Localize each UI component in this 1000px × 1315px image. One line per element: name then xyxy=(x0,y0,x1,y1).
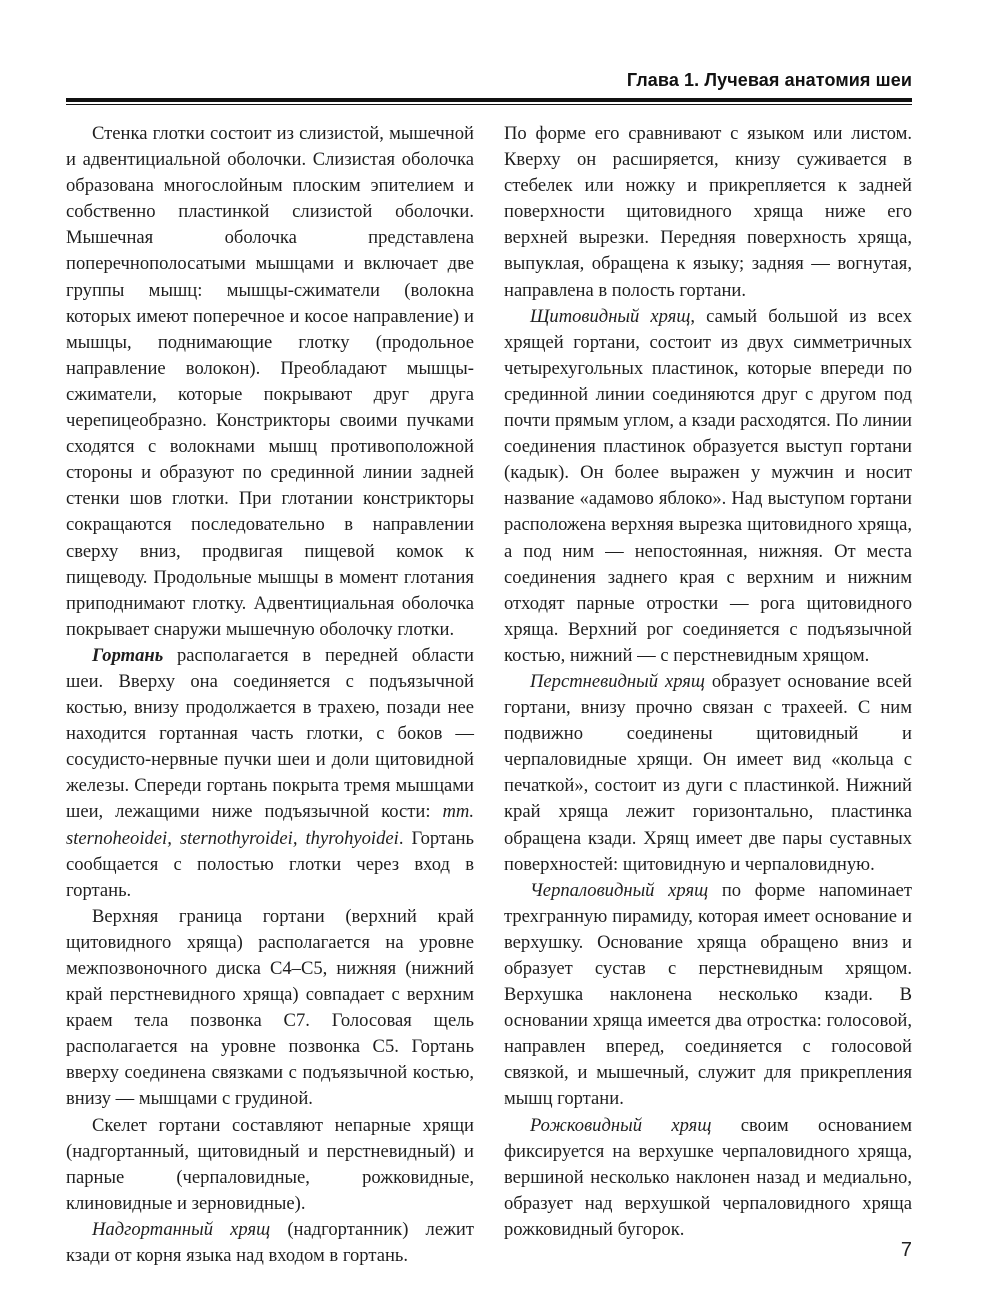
paragraph-larynx-skeleton: Скелет гортани составляют непарные хрящи (надгортанный, щитовидный и перстневидный) и парные (черпаловидные, рожковидные, клиновидные и зерновидные). xyxy=(66,1114,474,1214)
page-number: 7 xyxy=(900,1239,912,1261)
latin-muscles: mm. sternoheoidei, sternothyroidei, thyrohyoidei xyxy=(66,801,474,849)
paragraph-larynx: Гортань располагается в передней области шеи. Вверху она соединяется с подъязычной костью, внизу продолжается в трахею, позади нее находится гортанная часть глотки, с боков — сосудисто-нервные пучки шеи и доли щитовидной железы. Спереди гортань покрыта тремя мышцами шеи, лежащими ниже подъязычной кости: mm. sternoheoidei, sternothyroidei, thyrohyoidei. Гортань сообщается с полостью глотки через вход в гортань. xyxy=(66,644,474,901)
term-cricoid-cartilage: Перстневидный хрящ xyxy=(530,670,705,692)
header-rule-thin xyxy=(66,104,912,105)
paragraph-epiglottis-cont: По форме его сравнивают с языком или листом. Кверху он расширяется, книзу суживается в стебелек или ножку и прикрепляется к задней поверхности щитовидного хряща ниже его верхней вырезки. Передняя поверхность хряща, выпуклая, обращена к языку; задняя — вогнутая, направлена в полость гортани. xyxy=(504,123,912,301)
paragraph-pharynx-wall: Стенка глотки состоит из слизистой, мышечной и адвентициальной оболочки. Слизистая оболочка образована многослойным плоским эпителием и собственно пластинкой слизистой оболочки. Мышечная оболочка представлена поперечнополосатыми мышцами и включает две группы мышц: мышцы-сжиматели (волокна которых имеют поперечное и косое направление) и мышцы, поднимающие глотку (продольное направление волокон). Преобладают мышцы-сжиматели, которые покрывают друг друга черепицеобразно. Констрикторы своими пучками сходятся с волокнами мышц противоположной стороны и образуют по срединной линии задней стенки шов глотки. При глотании констрикторы сокращаются последовательно в направлении сверху вниз, продвигая пищевой комок к пищеводу. Продольные мышцы в момент глотания приподнимают глотку. Адвентициальная оболочка покрывает снаружи мышечную оболочку глотки. xyxy=(66,123,474,640)
header-rule xyxy=(66,98,912,102)
right-column xyxy=(504,121,912,1243)
paragraph-cricoid-cartilage: Перстневидный хрящ образует основание всей гортани, внизу прочно связан с трахеей. С ним подвижно соединены щитовидный и черпаловидные хрящи. Он имеет вид «кольца с печаткой», состоит из дуги с пластинкой. Нижний край хряща лежит горизонтально, пластинка обращена кзади. Хрящ имеет две пары суставных поверхностей: щитовидную и черпаловидную. xyxy=(504,670,912,875)
chapter-title: Глава 1. Лучевая анатомия шеи xyxy=(626,70,912,90)
left-column xyxy=(66,121,474,1269)
paragraph-corniculate-cartilage: Рожковидный хрящ своим основанием фиксируется на верхушке черпаловидного хряща, вершиной несколько наклонен назад и медиально, образует над верхушкой черпаловидного хряща рожковидный бугорок. xyxy=(504,1114,913,1240)
term-epiglottis: Надгортанный хрящ xyxy=(92,1218,271,1240)
term-arytenoid-cartilage: Черпаловидный хрящ xyxy=(530,879,709,901)
term-thyroid-cartilage: Щитовидный хрящ xyxy=(530,305,691,327)
paragraph-arytenoid-cartilage: Черпаловидный хрящ по форме напоминает трехгранную пирамиду, которая имеет основание и верхушку. Основание хряща обращено вниз и образует сустав с перстневидным хрящом. Верхушка наклонена несколько кзади. В основании хряща имеется два отростка: голосовой, направлен вперед, соединяется с голосовой связкой, и мышечный, служит для прикрепления мышц гортани. xyxy=(504,879,912,1110)
term-corniculate-cartilage: Рожковидный хрящ xyxy=(530,1114,712,1136)
paragraph-epiglottis: Надгортанный хрящ (надгортанник) лежит кзади от корня языка над входом в гортань. xyxy=(66,1218,474,1267)
term-larynx: Гортань xyxy=(92,644,164,666)
paragraph-larynx-borders: Верхняя граница гортани (верхний край щитовидного хряща) располагается на уровне межпозвоночного диска C4–C5, нижняя (нижний край перстневидного хряща) совпадает с верхним краем тела позвонка C7. Голосовая щель располагается на уровне позвонка C5. Гортань вверху соединена связками с подъязычной костью, внизу — мышцами с грудиной. xyxy=(66,905,474,1110)
paragraph-thyroid-cartilage: Щитовидный хрящ, самый большой из всех хрящей гортани, состоит из двух симметричных четырехугольных пластинок, которые впереди по срединной линии соединяются друг с другом под почти прямым углом, а кзади расходятся. По линии соединения пластинок образуется выступ гортани (кадык). Он более выражен у мужчин и носит название «адамово яблоко». Над выступом гортани расположена верхняя вырезка щитовидного хряща, а под ним — непостоянная, нижняя. От места соединения заднего края с верхним и нижним отходят парные отростки — рога щитовидного хряща. Верхний рог соединяется с подъязычной костью, нижний — с перстневидным хрящом. xyxy=(504,305,912,666)
